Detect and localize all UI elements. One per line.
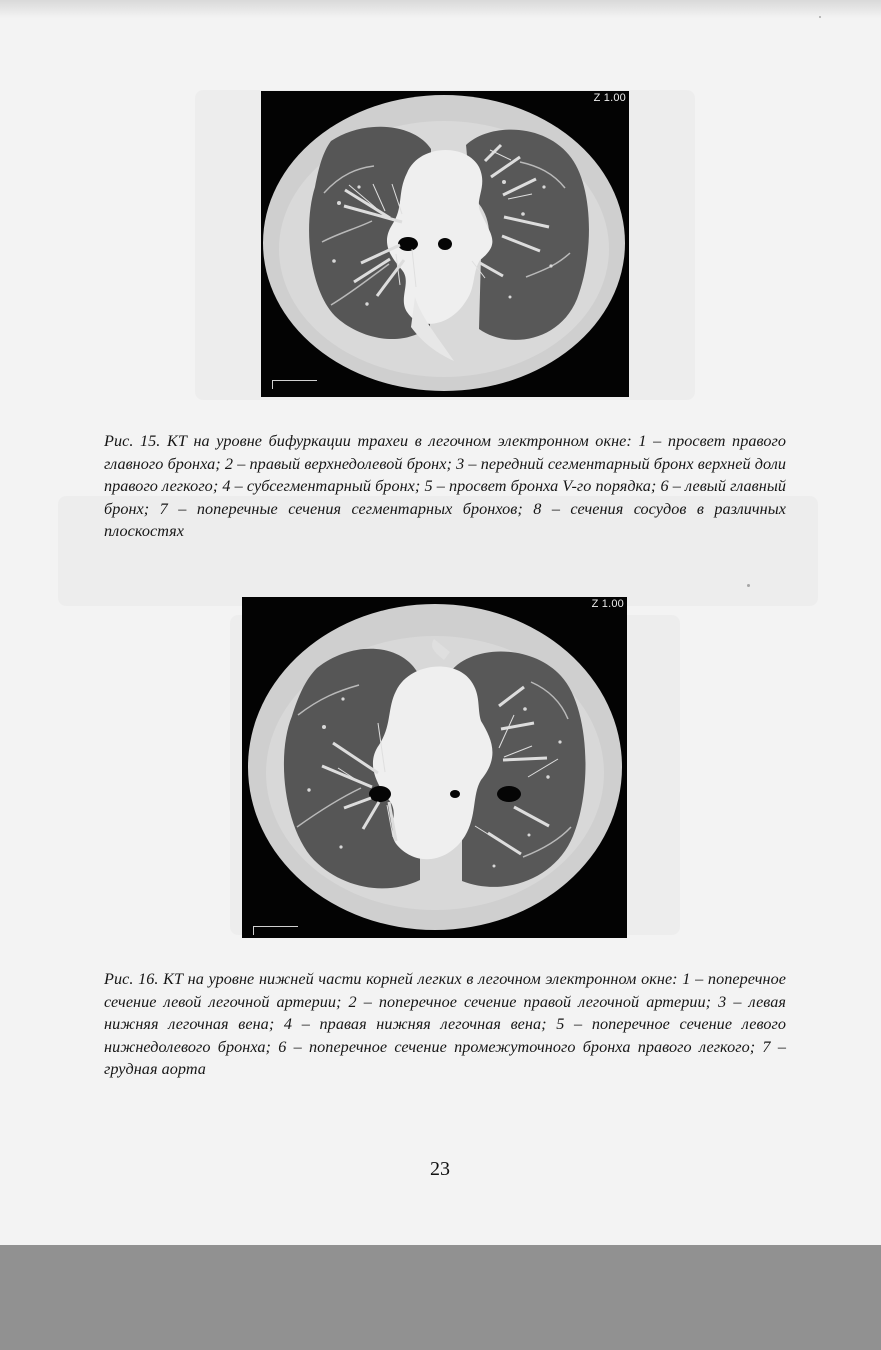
left-vessel-lumen <box>497 786 521 802</box>
image-stamp: Z 1.00 <box>593 92 626 104</box>
figure-caption-2: Рис. 16. КТ на уровне нижней части корней легких в легочном электронном окне: 1 – поперечное сечение левой легочной артерии; 2 – поперечное сечение правой легочной артерии; 3 – левая нижняя легочная вена; 4 – правая нижняя легочная вена; 5 – поперечное сечение левого нижнедолевого бронха; 6 – поперечное сечение промежуточного бронха правого легкого; 7 – грудная аорта <box>104 970 786 1078</box>
ct-scan-image-2-svg <box>242 597 627 938</box>
ct-scan-image-1-svg <box>261 91 629 397</box>
ct-corner-mark <box>272 380 317 389</box>
figure-caption-1: Рис. 15. КТ на уровне бифуркации трахеи в легочном электронном окне: 1 – просвет правого главного бронха; 2 – правый верхнедолевой бронх; 3 – передний сегментарный бронх верхней доли правого легкого; 4 – субсегментарный бронх; 5 – просвет бронха V-го порядка; 6 – левый главный бронх; 7 – поперечные сечения сегментарных бронхов; 8 – сечения сосудов в различных плоскостях <box>104 432 786 540</box>
right-main-bronchus-lumen <box>398 237 418 251</box>
scan-speck <box>747 584 750 587</box>
right-vessel-lumen <box>369 786 391 802</box>
ct-scan-image-2 <box>242 597 627 938</box>
left-main-bronchus-lumen <box>438 238 452 250</box>
image-stamp: Z 1.00 <box>591 598 624 610</box>
scan-bottom-band <box>0 1245 881 1350</box>
ct-scan-image-1 <box>261 91 629 397</box>
central-lumen <box>450 790 460 798</box>
ct-corner-mark <box>253 926 298 935</box>
scan-speck <box>819 16 821 18</box>
page-number: 23 <box>430 1158 450 1180</box>
